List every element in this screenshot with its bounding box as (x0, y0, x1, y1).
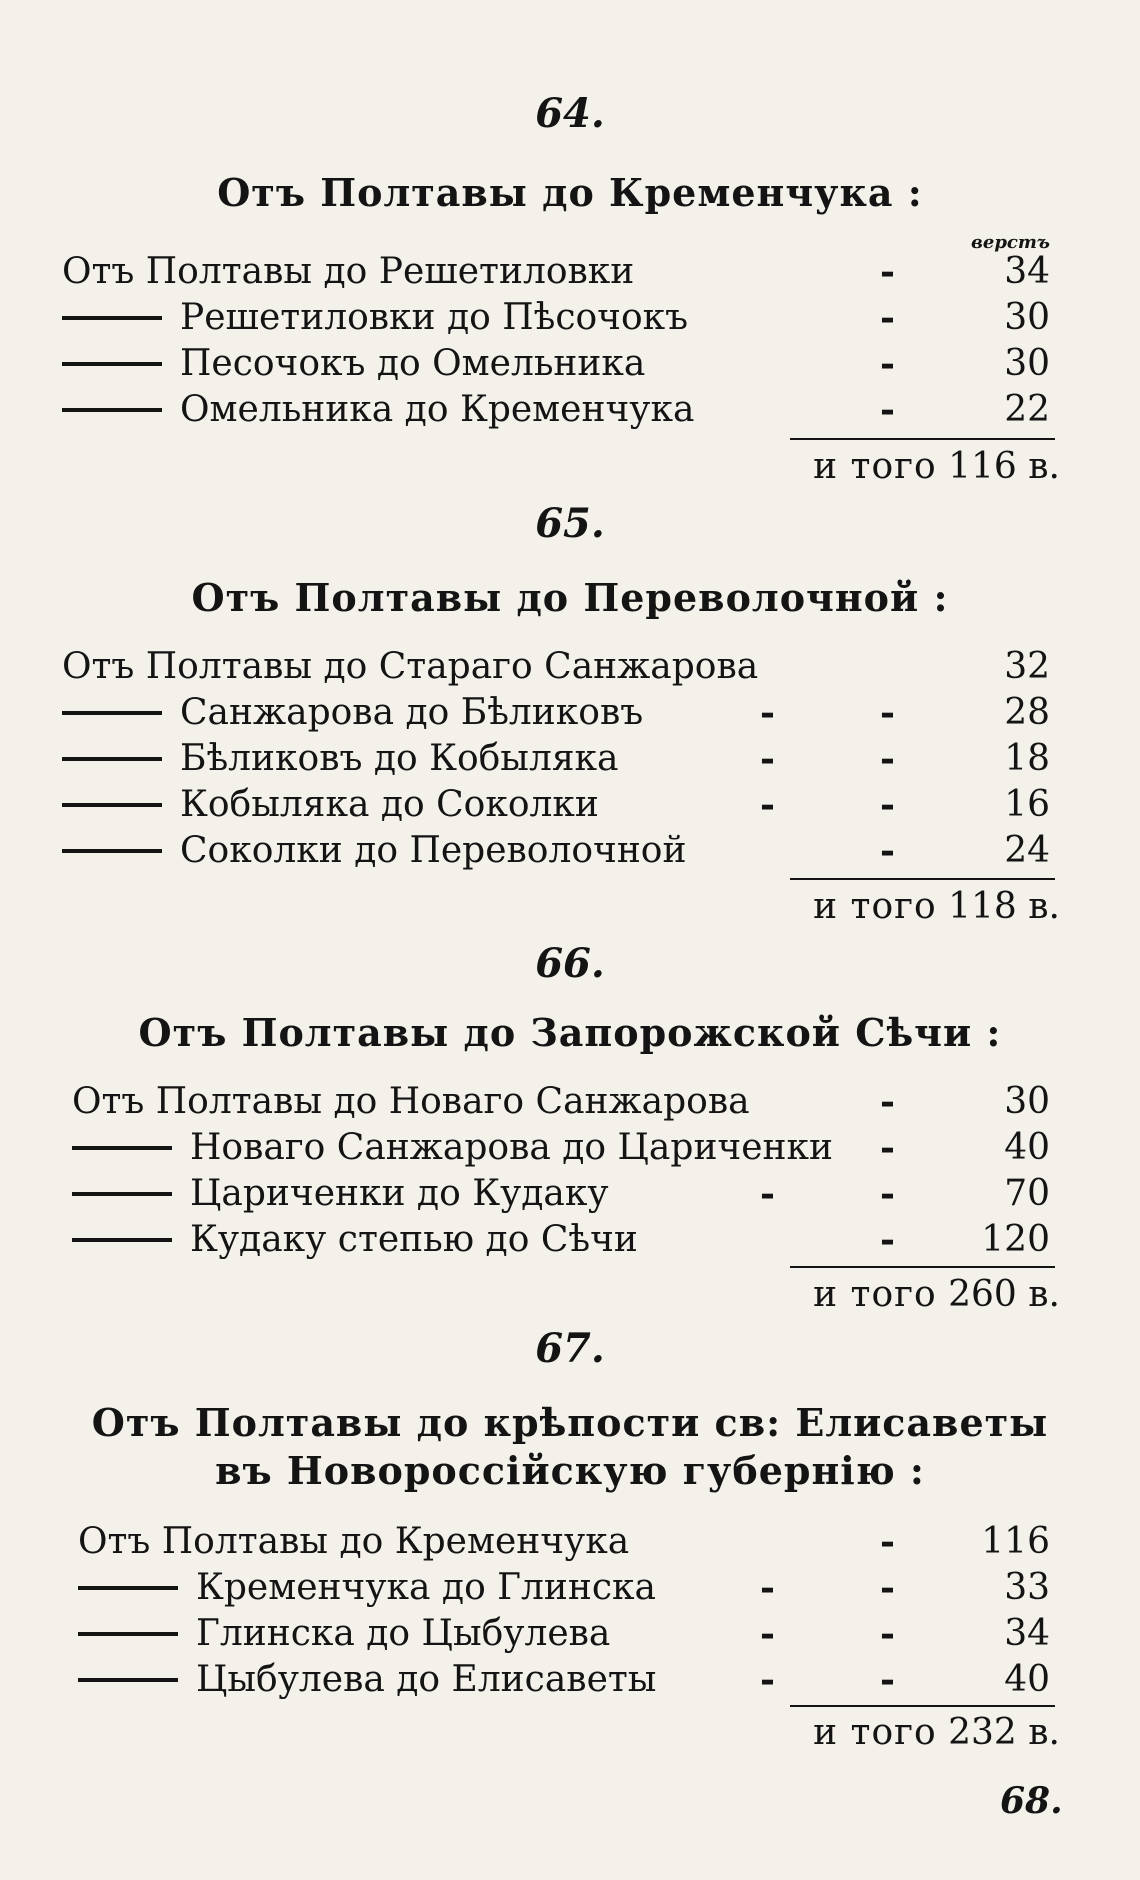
route-text (62, 783, 599, 827)
total-word: и того (813, 886, 937, 927)
route-row (78, 1520, 1060, 1564)
ditto-rule (62, 316, 162, 320)
ditto-rule (62, 711, 162, 715)
distance-value: 30 (1004, 1081, 1050, 1122)
route-label: Соколки до Переволочной (180, 830, 687, 871)
ditto-rule (62, 849, 162, 853)
route-label: Цариченки до Кудаку (190, 1173, 609, 1214)
route-row (78, 1658, 1060, 1702)
ditto-rule (62, 757, 162, 761)
dash-mark: - (880, 1567, 895, 1609)
dash-mark: - (760, 784, 775, 826)
ditto-rule (62, 362, 162, 366)
dash-mark: - (880, 1659, 895, 1701)
route-label: Отъ Полтавы до Кременчука (78, 1521, 630, 1562)
sum-rule (790, 438, 1055, 440)
route-label: Санжарова до Бѣликовъ (180, 692, 644, 733)
total-unit: в. (1028, 1274, 1060, 1315)
total-word: и того (813, 1712, 937, 1753)
distance-value: 22 (1004, 389, 1050, 430)
dash-mark: - (880, 830, 895, 872)
route-label: Бѣликовъ до Кобыляка (180, 738, 619, 779)
section-total (700, 446, 1060, 487)
sum-rule (790, 878, 1055, 880)
distance-value: 16 (1004, 784, 1050, 825)
ditto-rule (78, 1678, 178, 1682)
total-unit: в. (1028, 446, 1060, 487)
total-unit: в. (1028, 1712, 1060, 1753)
total-word: и того (813, 1274, 937, 1315)
total-value: 232 (948, 1712, 1017, 1753)
route-text (62, 296, 688, 340)
section-heading: Отъ Полтавы до Кременчука : (217, 170, 923, 215)
ditto-rule (62, 408, 162, 412)
dash-mark: - (760, 1173, 775, 1215)
dash-mark: - (760, 1659, 775, 1701)
route-row (72, 1080, 1060, 1124)
ditto-rule (62, 803, 162, 807)
total-value: 116 (948, 446, 1017, 487)
route-row (72, 1172, 1060, 1216)
dash-mark: - (880, 1127, 895, 1169)
distance-value: 34 (1004, 1613, 1050, 1654)
route-row (62, 342, 1060, 386)
distance-value: 116 (981, 1521, 1050, 1562)
distance-value: 28 (1004, 692, 1050, 733)
unit-label: верстъ (971, 232, 1050, 253)
route-row (62, 250, 1060, 294)
section-number: 67. (535, 1325, 605, 1372)
sum-rule (790, 1705, 1055, 1707)
distance-value: 33 (1004, 1567, 1050, 1608)
route-row (72, 1126, 1060, 1170)
total-value: 118 (948, 886, 1017, 927)
ditto-rule (72, 1192, 172, 1196)
route-label: Отъ Полтавы до Решетиловки (62, 251, 635, 292)
route-text (62, 737, 619, 781)
distance-value: 32 (1004, 646, 1050, 687)
route-text (78, 1658, 656, 1702)
route-row (62, 737, 1060, 781)
section-number: 64. (535, 90, 605, 137)
route-row (78, 1566, 1060, 1610)
catchword: 68. (1000, 1780, 1063, 1822)
route-text (62, 829, 686, 873)
route-text (62, 250, 634, 294)
ditto-rule (78, 1632, 178, 1636)
dash-mark: - (880, 1081, 895, 1123)
section-total (700, 1712, 1060, 1753)
route-label: Новаго Санжарова до Цариченки (190, 1127, 834, 1168)
ditto-rule (78, 1586, 178, 1590)
dash-mark: - (880, 1521, 895, 1563)
route-label: Кременчука до Глинска (196, 1567, 657, 1608)
route-row (62, 691, 1060, 735)
distance-value: 30 (1004, 297, 1050, 338)
route-label: Песочокъ до Омельника (180, 343, 646, 384)
dash-mark: - (880, 251, 895, 293)
route-label: Цыбулева до Елисаветы (196, 1659, 657, 1700)
distance-value: 70 (1004, 1173, 1050, 1214)
route-label: Кудаку степью до Сѣчи (190, 1219, 638, 1260)
dash-mark: - (880, 692, 895, 734)
dash-mark: - (880, 784, 895, 826)
dash-mark: - (880, 389, 895, 431)
route-label: Решетиловки до Пѣсочокъ (180, 297, 689, 338)
distance-value: 24 (1004, 830, 1050, 871)
section-total (700, 886, 1060, 927)
route-text (62, 388, 694, 432)
route-row (62, 829, 1060, 873)
route-text (78, 1566, 656, 1610)
route-text (78, 1612, 610, 1656)
route-text (62, 645, 758, 689)
distance-value: 34 (1004, 251, 1050, 292)
distance-value: 40 (1004, 1127, 1050, 1168)
dash-mark: - (880, 297, 895, 339)
dash-mark: - (880, 343, 895, 385)
total-word: и того (813, 446, 937, 487)
distance-value: 40 (1004, 1659, 1050, 1700)
section-total (700, 1274, 1060, 1315)
route-text (62, 342, 645, 386)
ditto-rule (72, 1238, 172, 1242)
distance-value: 30 (1004, 343, 1050, 384)
distance-value: 18 (1004, 738, 1050, 779)
route-label: Отъ Полтавы до Стараго Санжарова (62, 646, 759, 687)
dash-mark: - (760, 738, 775, 780)
total-unit: в. (1028, 886, 1060, 927)
section-heading: Отъ Полтавы до Переволочной : (191, 575, 949, 620)
sum-rule (790, 1266, 1055, 1268)
route-label: Омельника до Кременчука (180, 389, 695, 430)
route-row (62, 783, 1060, 827)
dash-mark: - (880, 1613, 895, 1655)
route-text (62, 691, 643, 735)
dash-mark: - (760, 1567, 775, 1609)
route-row (62, 388, 1060, 432)
section-heading: въ Новороссiйскую губернiю : (215, 1448, 925, 1493)
route-label: Кобыляка до Соколки (180, 784, 599, 825)
total-value: 260 (948, 1274, 1017, 1315)
route-label: Отъ Полтавы до Новаго Санжарова (72, 1081, 750, 1122)
dash-mark: - (880, 1173, 895, 1215)
route-row (62, 645, 1060, 689)
section-heading: Отъ Полтавы до Запорожской Сѣчи : (138, 1010, 1002, 1055)
distance-value: 120 (981, 1219, 1050, 1260)
dash-mark: - (760, 1613, 775, 1655)
section-number: 66. (535, 940, 605, 987)
section-heading: Отъ Полтавы до крѣпости св: Елисаветы (91, 1400, 1049, 1445)
route-label: Глинска до Цыбулева (196, 1613, 611, 1654)
dash-mark: - (760, 692, 775, 734)
route-text (72, 1172, 609, 1216)
route-text (72, 1126, 833, 1170)
dash-mark: - (880, 738, 895, 780)
route-text (72, 1218, 638, 1262)
dash-mark: - (880, 1219, 895, 1261)
section-number: 65. (535, 500, 605, 547)
route-row (72, 1218, 1060, 1262)
route-text (72, 1080, 750, 1124)
route-text (78, 1520, 629, 1564)
ditto-rule (72, 1146, 172, 1150)
route-row (78, 1612, 1060, 1656)
route-row (62, 296, 1060, 340)
